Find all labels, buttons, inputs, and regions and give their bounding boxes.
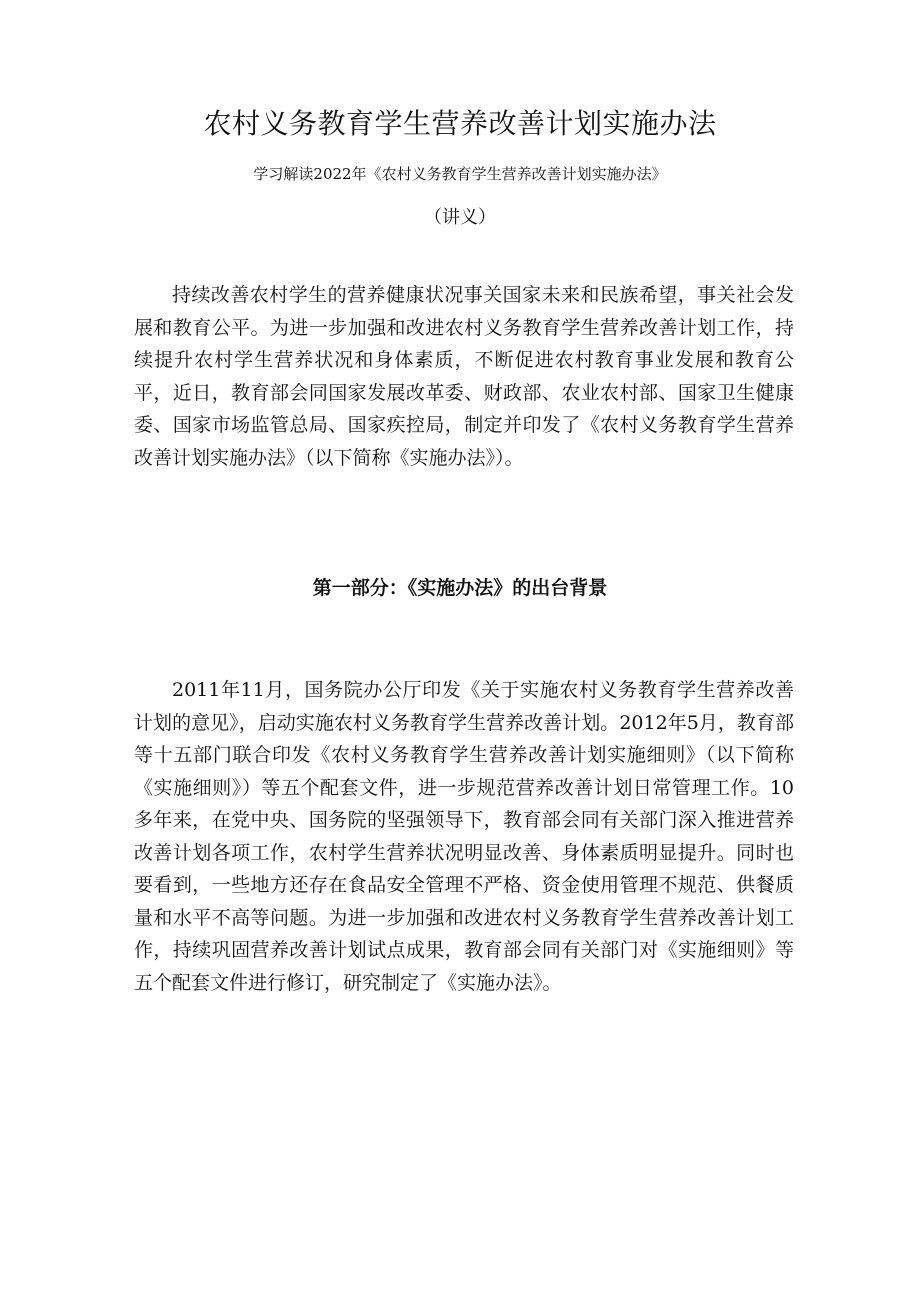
document-note: （讲义） (424, 207, 496, 228)
document-title: 农村义务教育学生营养改善计划实施办法 (203, 107, 717, 140)
intro-paragraph: 持续改善农村学生的营养健康状况事关国家未来和民族希望，事关社会发展和教育公平。为进一步加强和改进农村义务教育学生营养改善计划工作，持续提升农村学生营养状况和身体素质，不断促进农村教育事业发展和教育公平，近日，教育部会同国家发展改革委、财政部、农业农村部、国家卫生健康委、国家市场监管总局、国家疾控局，制定并印发了《农村义务教育学生营养改善计划实施办法》（以下简称《实施办法》）。 (134, 284, 794, 469)
document-subtitle: 学习解读2022年《农村义务教育学生营养改善计划实施办法》 (253, 165, 667, 183)
section-heading: 第一部分：《实施办法》的出台背景 (312, 577, 608, 599)
section-paragraph: 2011年11月，国务院办公厅印发《关于实施农村义务教育学生营养改善计划的意见》，启动实施农村义务教育学生营养改善计划。2012年5月，教育部等十五部门联合印发《农村义务教育学生营养改善计划实施细则》（以下简称《实施细则》）等五个配套文件，进一步规范营养改善计划日常管理工作。10多年来，在党中央、国务院的坚强领导下，教育部会同有关部门深入推进营养改善计划各项工作，农村学生营养状况明显改善、身体素质明显提升。同时也要看到，一些地方还存在食品安全管理不严格、资金使用管理不规范、供餐质量和水平不高等问题。为进一步加强和改进农村义务教育学生营养改善计划工作，持续巩固营养改善计划试点成果，教育部会同有关部门对《实施细则》等五个配套文件进行修订，研究制定了《实施办法》。 (134, 679, 794, 994)
